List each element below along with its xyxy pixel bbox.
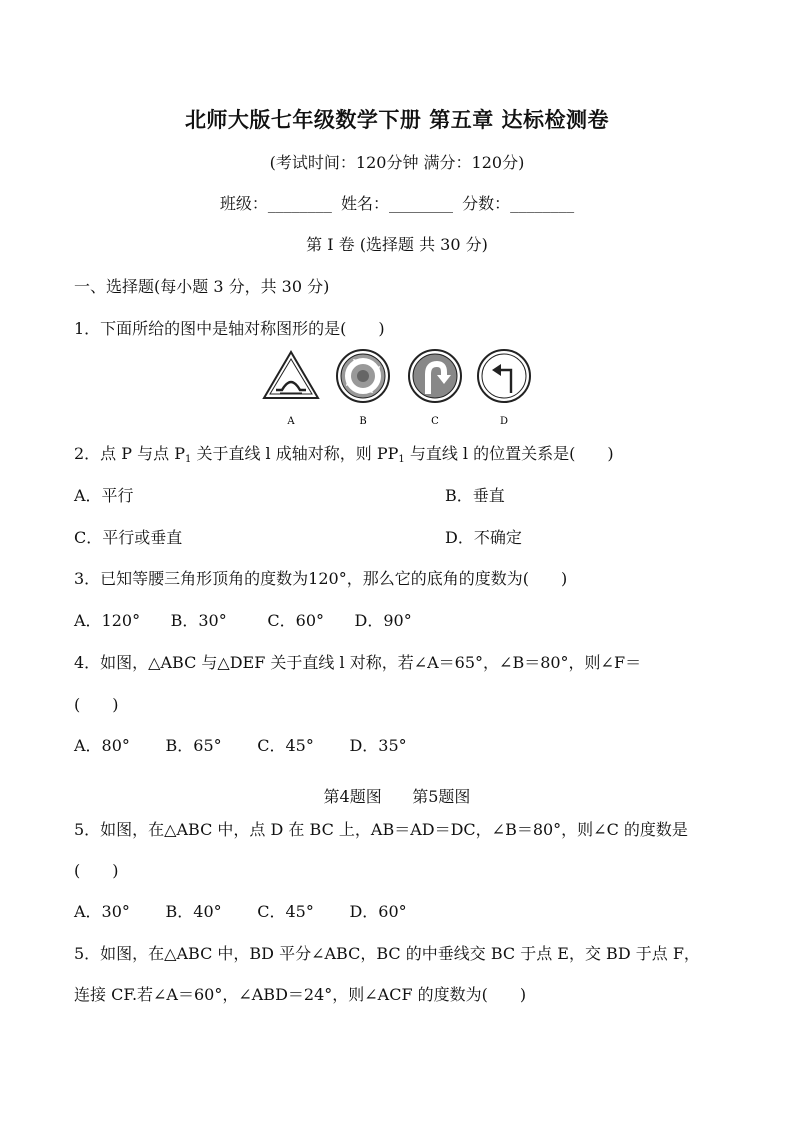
question-4-stem-cont: ( ) [74, 695, 119, 714]
question-1-figures [258, 346, 538, 432]
q2-stem-part-a: 2．点 P 与点 P [74, 444, 185, 463]
figure-label-d: D [499, 416, 509, 427]
question-3-stem: 3．已知等腰三角形顶角的度数为120°，那么它的底角的度数为( ) [74, 569, 568, 588]
figure-captions: 第4题图 第5题图 [323, 787, 471, 806]
question-5a-stem-cont: ( ) [74, 861, 119, 880]
question-5b-stem-cont: 连接 CF.若∠A＝60°，∠ABD＝24°，则∠ACF 的度数为( ) [74, 985, 527, 1004]
section-heading: 第 I 卷 (选择题 共 30 分) [306, 235, 488, 254]
question-2-stem [74, 441, 614, 465]
q2-stem-part-c: 与直线 l 的位置关系是( ) [404, 444, 614, 463]
q2-stem-part-b: 关于直线 l 成轴对称，则 PP [191, 444, 399, 463]
figure-b-roundabout-sign-icon [337, 350, 389, 402]
question-1-stem: 1．下面所给的图中是轴对称图形的是( ) [74, 319, 385, 338]
figure-label-a: A [287, 416, 295, 427]
question-4-stem: 4．如图，△ABC 与△DEF 关于直线 l 对称，若∠A＝65°，∠B＝80°，则∠F＝ [74, 653, 642, 672]
page-title: 北师大版七年级数学下册 第五章 达标检测卷 [184, 107, 610, 132]
exam-subtitle: (考试时间：120分钟 满分：120分) [269, 153, 525, 172]
part-heading: 一、选择题(每小题 3 分，共 30 分) [74, 277, 330, 296]
q2-option-b: B．垂直 [445, 486, 505, 505]
q2-subscript-1: 1 [184, 454, 192, 465]
q3-options: A．120° B．30° C．60° D．90° [74, 611, 412, 630]
question-5b-stem: 5．如图，在△ABC 中，BD 平分∠ABC，BC 的中垂线交 BC 于点 E，交 BD 于点 F， [74, 944, 700, 963]
figure-d-left-turn-sign-icon [478, 350, 530, 402]
figure-label-b: B [359, 416, 367, 427]
q2-option-a: A．平行 [74, 486, 134, 505]
figure-c-turn-arrow-sign-icon [409, 350, 461, 402]
figure-a-hump-road-sign-icon [264, 352, 318, 398]
q2-option-c: C．平行或垂直 [74, 528, 183, 547]
student-info-line: 班级：________ 姓名：________ 分数：________ [219, 194, 575, 213]
q5a-options: A．30° B．40° C．45° D．60° [74, 902, 407, 921]
q2-option-d: D．不确定 [445, 528, 522, 547]
q2-subscript-2: 1 [398, 454, 405, 465]
q4-options: A．80° B．65° C．45° D．35° [74, 736, 407, 755]
question-5a-stem: 5．如图，在△ABC 中，点 D 在 BC 上，AB＝AD＝DC，∠B＝80°，则∠C 的度数是 [74, 820, 688, 839]
figure-label-c: C [431, 416, 439, 427]
